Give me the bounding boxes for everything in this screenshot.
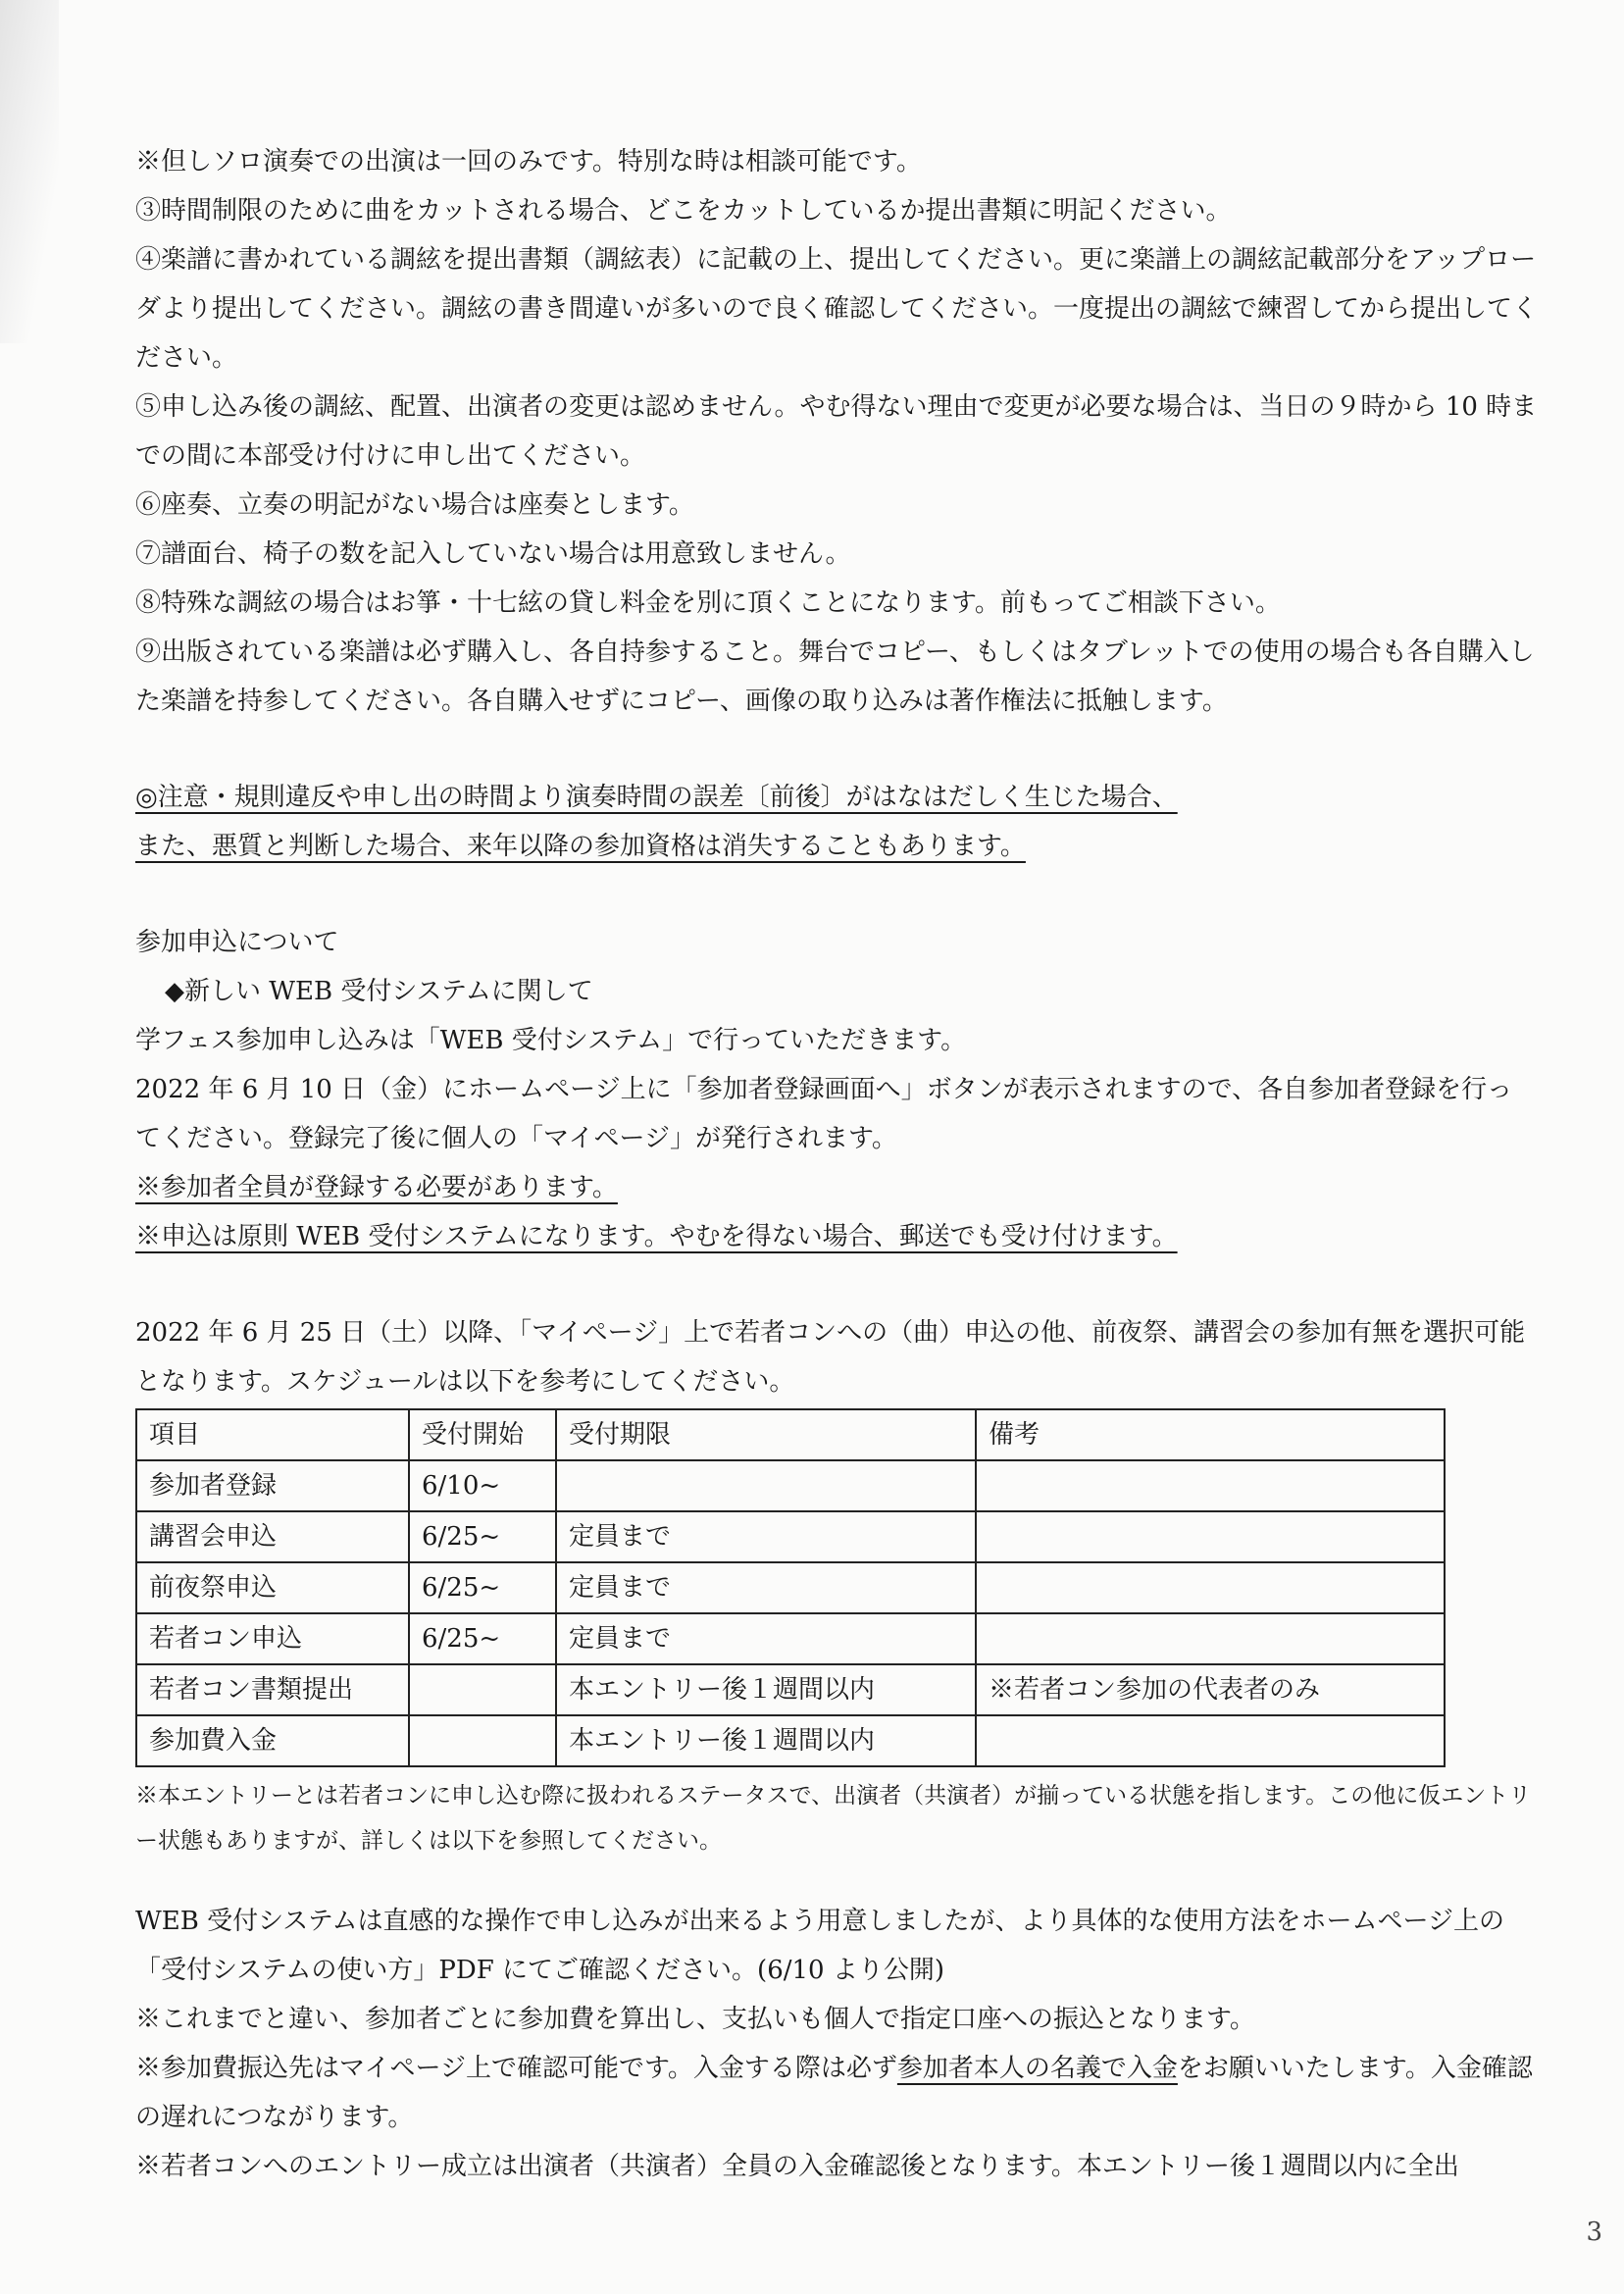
registration-para-1: 学フェス参加申し込みは「WEB 受付システム」で行っていただきます。 (135, 1026, 967, 1055)
cell-item: 若者コン申込 (136, 1613, 409, 1664)
cell-item: 参加者登録 (136, 1460, 409, 1511)
web-system-note-2 (135, 2044, 1538, 2142)
web-system-note-3: ※若者コンへのエントリー成立は出演者（共演者）全員の入金確認後となります。本エントリー後１週間以内に全出 (135, 2152, 1459, 2181)
cell-start (409, 1664, 556, 1715)
cell-deadline: 定員まで (556, 1511, 976, 1562)
table-row (136, 1715, 1445, 1766)
scan-fold-shadow (0, 0, 59, 343)
table-footnote: ※本エントリーとは若者コンに申し込む際に扱われるステータスで、出演者（共演者）が揃っている状態を指します。この他に仮エントリー状態もありますが、詳しくは以下を参照してください。 (135, 1783, 1532, 1854)
table-row (136, 1664, 1445, 1715)
registration-section (135, 918, 1538, 1261)
warning-line-1: ◎注意・規則違反や申し出の時間より演奏時間の誤差〔前後〕がはなはだしく生じた場合、 (135, 783, 1178, 812)
cell-item: 若者コン書類提出 (136, 1664, 409, 1715)
cell-deadline: 定員まで (556, 1562, 976, 1613)
rules-list (135, 137, 1538, 726)
cell-start (409, 1715, 556, 1766)
header-notes: 備考 (976, 1409, 1445, 1460)
rule-solo-note: ※但しソロ演奏での出演は一回のみです。特別な時は相談可能です。 (135, 147, 922, 177)
rule-9: ⑨出版されている楽譜は必ず購入し、各自持参すること。舞台でコピー、もしくはタブレットでの使用の場合も各自購入した楽譜を持参してください。各自購入せずにコピー、画像の取り込みは著作権法に抵触します。 (135, 637, 1535, 716)
registration-heading: 参加申込について (135, 928, 339, 957)
note-2-before: ※参加費振込先はマイページ上で確認可能です。入金する際は必ず (135, 2054, 897, 2083)
cell-deadline: 本エントリー後１週間以内 (556, 1664, 976, 1715)
header-start: 受付開始 (409, 1409, 556, 1460)
web-system-section (135, 1897, 1538, 2191)
cell-notes: ※若者コン参加の代表者のみ (976, 1664, 1445, 1715)
cell-deadline: 定員まで (556, 1613, 976, 1664)
note-2-after: をお願いいたします。入金確認の遅れにつながります。 (135, 2054, 1533, 2132)
schedule-intro: 2022 年 6 月 25 日（土）以降、「マイページ」上で若者コンへの（曲）申込の他、前夜祭、講習会の参加有無を選択可能となります。スケジュールは以下を参考にしてください。 (135, 1318, 1526, 1397)
registration-note-1: ※参加者全員が登録する必要があります。 (135, 1173, 618, 1202)
cell-notes (976, 1460, 1445, 1511)
header-deadline: 受付期限 (556, 1409, 976, 1460)
cell-start: 6/25~ (409, 1511, 556, 1562)
cell-notes (976, 1613, 1445, 1664)
cell-deadline (556, 1460, 976, 1511)
schedule-table (135, 1408, 1446, 1767)
rule-6: ⑥座奏、立奏の明記がない場合は座奏とします。 (135, 490, 694, 520)
table-row (136, 1511, 1445, 1562)
registration-note-2: ※申込は原則 WEB 受付システムになります。やむを得ない場合、郵送でも受け付けます。 (135, 1222, 1178, 1251)
cell-notes (976, 1511, 1445, 1562)
rule-7: ⑦譜面台、椅子の数を記入していない場合は用意致しません。 (135, 539, 851, 569)
warning-block (135, 773, 1538, 871)
table-header-row (136, 1409, 1445, 1460)
page-number: 3 (1586, 2218, 1602, 2247)
cell-item: 前夜祭申込 (136, 1562, 409, 1613)
cell-deadline: 本エントリー後１週間以内 (556, 1715, 976, 1766)
header-item: 項目 (136, 1409, 409, 1460)
table-row (136, 1562, 1445, 1613)
cell-notes (976, 1715, 1445, 1766)
cell-start: 6/10~ (409, 1460, 556, 1511)
rule-8: ⑧特殊な調絃の場合はお箏・十七絃の貸し料金を別に頂くことになります。前もってご相談下さい。 (135, 588, 1281, 618)
registration-subheading: ◆新しい WEB 受付システムに関して (165, 977, 593, 1006)
web-system-note-1: ※これまでと違い、参加者ごとに参加費を算出し、支払いも個人で指定口座への振込となります。 (135, 2005, 1255, 2034)
warning-line-2: また、悪質と判断した場合、来年以降の参加資格は消失することもあります。 (135, 832, 1026, 861)
cell-start: 6/25~ (409, 1562, 556, 1613)
rule-4: ④楽譜に書かれている調絃を提出書類（調絃表）に記載の上、提出してください。更に楽譜上の調絃記載部分をアップローダより提出してください。調絃の書き間違いが多いので良く確認してください。一度提出の調絃で練習してから提出してください。 (135, 245, 1539, 373)
rule-5: ⑤申し込み後の調絃、配置、出演者の変更は認めません。やむ得ない理由で変更が必要な場合は、当日の９時から 10 時までの間に本部受け付けに申し出てください。 (135, 392, 1538, 471)
table-row (136, 1460, 1445, 1511)
cell-item: 参加費入金 (136, 1715, 409, 1766)
table-row (136, 1613, 1445, 1664)
cell-start: 6/25~ (409, 1613, 556, 1664)
registration-para-2: 2022 年 6 月 10 日（金）にホームページ上に「参加者登録画面へ」ボタンが表示されますので、各自参加者登録を行ってください。登録完了後に個人の「マイページ」が発行されます。 (135, 1075, 1513, 1153)
document-page (135, 137, 1538, 2191)
note-2-underlined: 参加者本人の名義で入金 (896, 2054, 1178, 2083)
web-system-para: WEB 受付システムは直感的な操作で申し込みが出来るよう用意しましたが、より具体的な使用方法をホームページ上の「受付システムの使い方」PDF にてご確認ください。(6/10 より公開) (135, 1907, 1504, 1985)
cell-notes (976, 1562, 1445, 1613)
cell-item: 講習会申込 (136, 1511, 409, 1562)
rule-3: ③時間制限のために曲をカットされる場合、どこをカットしているか提出書類に明記ください。 (135, 196, 1232, 226)
